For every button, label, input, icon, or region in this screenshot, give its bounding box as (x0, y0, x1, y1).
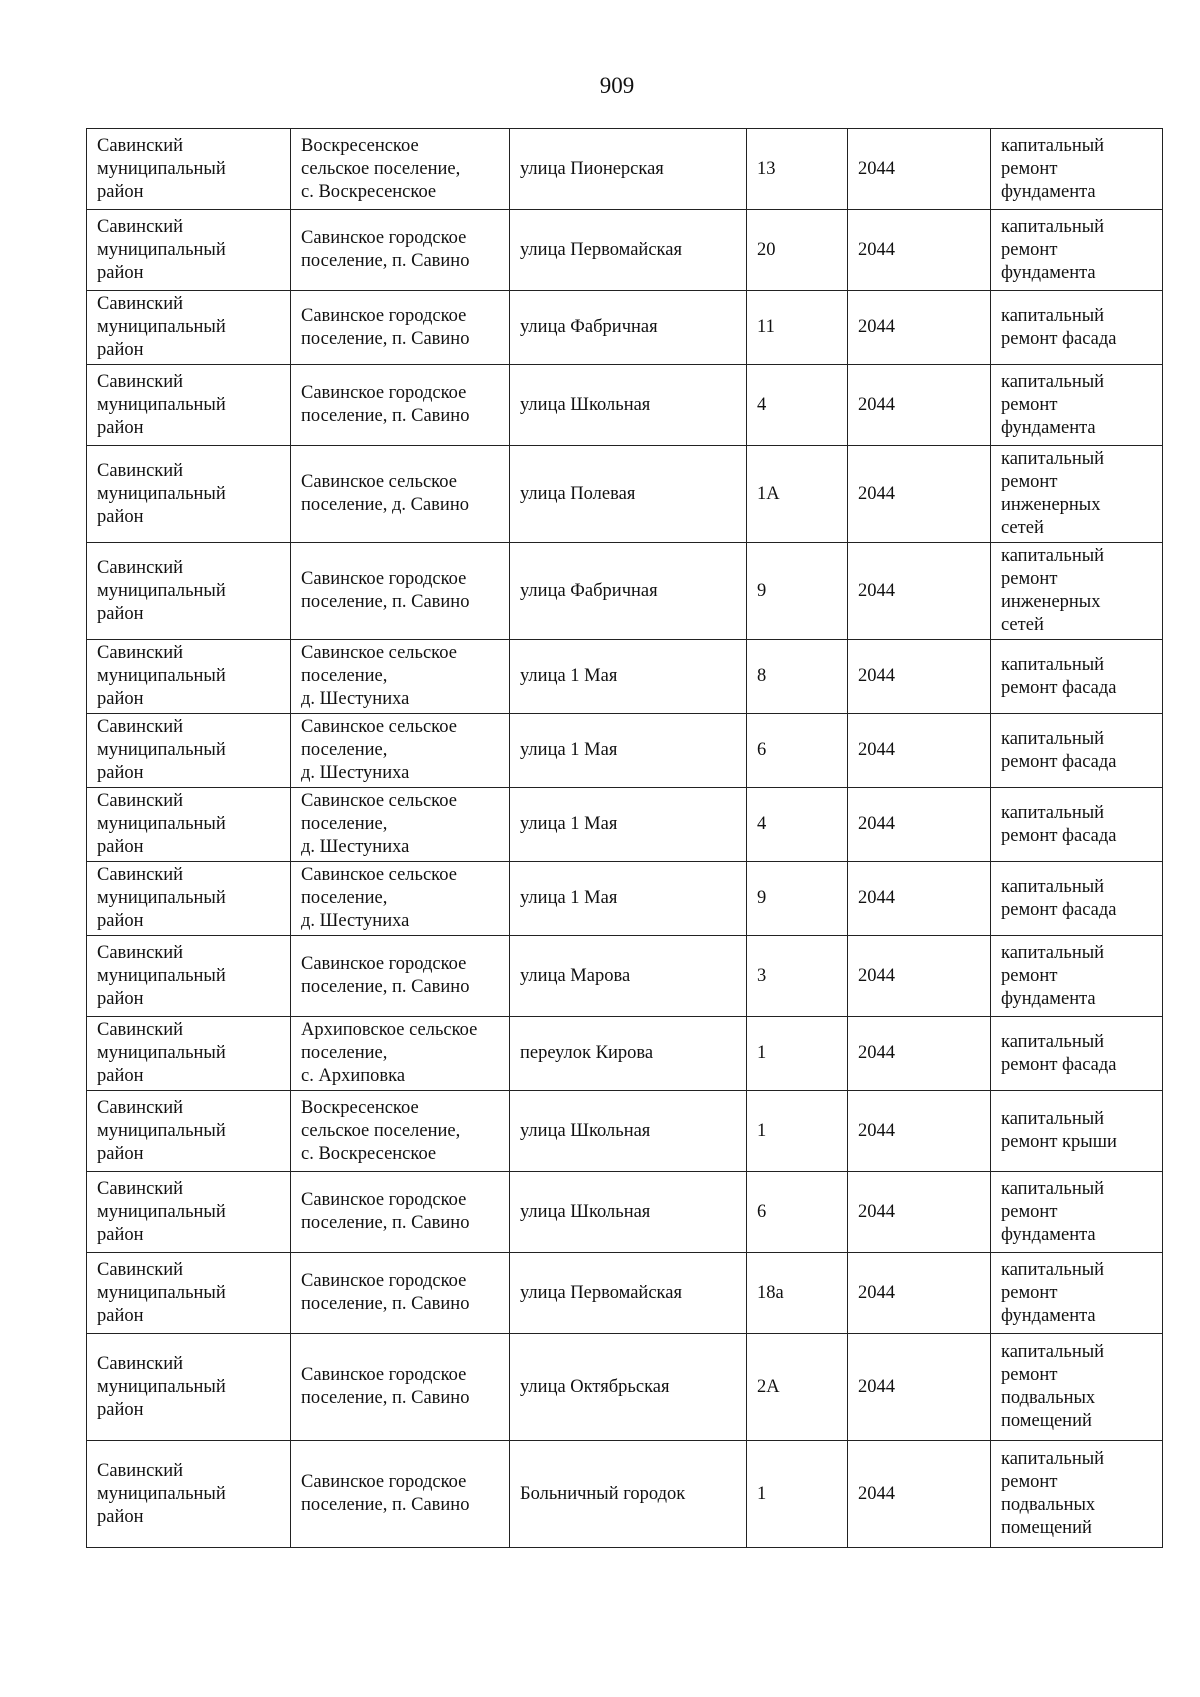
settlement-cell: Савинское городское поселение, п. Савино (291, 210, 510, 291)
table-row (87, 291, 1163, 365)
street-cell: Больничный городок (510, 1441, 747, 1548)
work-type-cell: капитальный ремонт крыши (991, 1091, 1163, 1172)
house-number-cell: 4 (747, 788, 848, 862)
street-cell: улица 1 Мая (510, 640, 747, 714)
house-number-cell: 9 (747, 862, 848, 936)
settlement-cell: Савинское городское поселение, п. Савино (291, 1253, 510, 1334)
repair-schedule-table (86, 128, 1163, 1548)
settlement-cell: Савинское сельское поселение, д. Шестуниха (291, 788, 510, 862)
settlement-cell: Воскресенское сельское поселение, с. Воскресенское (291, 129, 510, 210)
year-cell: 2044 (848, 543, 991, 640)
settlement-cell: Савинское городское поселение, п. Савино (291, 1441, 510, 1548)
table-row (87, 1253, 1163, 1334)
district-cell: Савинский муниципальный район (87, 365, 291, 446)
house-number-cell: 1А (747, 446, 848, 543)
year-cell: 2044 (848, 1172, 991, 1253)
district-cell: Савинский муниципальный район (87, 714, 291, 788)
district-cell: Савинский муниципальный район (87, 1334, 291, 1441)
year-cell: 2044 (848, 129, 991, 210)
table-row (87, 543, 1163, 640)
settlement-cell: Савинское городское поселение, п. Савино (291, 291, 510, 365)
work-type-cell: капитальный ремонт инженерных сетей (991, 446, 1163, 543)
table-row (87, 788, 1163, 862)
house-number-cell: 11 (747, 291, 848, 365)
year-cell: 2044 (848, 446, 991, 543)
year-cell: 2044 (848, 1253, 991, 1334)
year-cell: 2044 (848, 714, 991, 788)
street-cell: улица Фабричная (510, 291, 747, 365)
year-cell: 2044 (848, 291, 991, 365)
work-type-cell: капитальный ремонт фундамента (991, 129, 1163, 210)
settlement-cell: Савинское городское поселение, п. Савино (291, 365, 510, 446)
work-type-cell: капитальный ремонт фундамента (991, 365, 1163, 446)
street-cell: улица 1 Мая (510, 788, 747, 862)
house-number-cell: 6 (747, 1172, 848, 1253)
settlement-cell: Савинское городское поселение, п. Савино (291, 1334, 510, 1441)
table-row (87, 1334, 1163, 1441)
district-cell: Савинский муниципальный район (87, 210, 291, 291)
settlement-cell: Савинское сельское поселение, д. Савино (291, 446, 510, 543)
table-row (87, 446, 1163, 543)
table-row (87, 714, 1163, 788)
house-number-cell: 13 (747, 129, 848, 210)
table-row (87, 1017, 1163, 1091)
street-cell: улица 1 Мая (510, 714, 747, 788)
district-cell: Савинский муниципальный район (87, 129, 291, 210)
table-row (87, 210, 1163, 291)
work-type-cell: капитальный ремонт инженерных сетей (991, 543, 1163, 640)
district-cell: Савинский муниципальный район (87, 1172, 291, 1253)
year-cell: 2044 (848, 365, 991, 446)
district-cell: Савинский муниципальный район (87, 543, 291, 640)
district-cell: Савинский муниципальный район (87, 1253, 291, 1334)
settlement-cell: Воскресенское сельское поселение, с. Воскресенское (291, 1091, 510, 1172)
table-row (87, 1172, 1163, 1253)
settlement-cell: Архиповское сельское поселение, с. Архиповка (291, 1017, 510, 1091)
house-number-cell: 2А (747, 1334, 848, 1441)
house-number-cell: 9 (747, 543, 848, 640)
work-type-cell: капитальный ремонт подвальных помещений (991, 1334, 1163, 1441)
year-cell: 2044 (848, 936, 991, 1017)
work-type-cell: капитальный ремонт фундамента (991, 936, 1163, 1017)
street-cell: улица Школьная (510, 1091, 747, 1172)
street-cell: улица Марова (510, 936, 747, 1017)
page-number: 909 (599, 73, 635, 98)
settlement-cell: Савинское сельское поселение, д. Шестуниха (291, 640, 510, 714)
house-number-cell: 8 (747, 640, 848, 714)
table-row (87, 862, 1163, 936)
settlement-cell: Савинское городское поселение, п. Савино (291, 936, 510, 1017)
house-number-cell: 1 (747, 1017, 848, 1091)
street-cell: переулок Кирова (510, 1017, 747, 1091)
settlement-cell: Савинское городское поселение, п. Савино (291, 543, 510, 640)
table-body (87, 129, 1163, 1548)
house-number-cell: 3 (747, 936, 848, 1017)
work-type-cell: капитальный ремонт фундамента (991, 1253, 1163, 1334)
year-cell: 2044 (848, 1017, 991, 1091)
house-number-cell: 20 (747, 210, 848, 291)
street-cell: улица Школьная (510, 1172, 747, 1253)
table-row (87, 365, 1163, 446)
work-type-cell: капитальный ремонт фундамента (991, 1172, 1163, 1253)
district-cell: Савинский муниципальный район (87, 1091, 291, 1172)
district-cell: Савинский муниципальный район (87, 1017, 291, 1091)
work-type-cell: капитальный ремонт фасада (991, 640, 1163, 714)
district-cell: Савинский муниципальный район (87, 1441, 291, 1548)
table-row (87, 640, 1163, 714)
year-cell: 2044 (848, 640, 991, 714)
street-cell: улица Первомайская (510, 210, 747, 291)
house-number-cell: 4 (747, 365, 848, 446)
house-number-cell: 6 (747, 714, 848, 788)
district-cell: Савинский муниципальный район (87, 862, 291, 936)
work-type-cell: капитальный ремонт фундамента (991, 210, 1163, 291)
table-row (87, 1091, 1163, 1172)
house-number-cell: 1 (747, 1091, 848, 1172)
work-type-cell: капитальный ремонт фасада (991, 862, 1163, 936)
work-type-cell: капитальный ремонт подвальных помещений (991, 1441, 1163, 1548)
street-cell: улица Полевая (510, 446, 747, 543)
settlement-cell: Савинское городское поселение, п. Савино (291, 1172, 510, 1253)
district-cell: Савинский муниципальный район (87, 446, 291, 543)
work-type-cell: капитальный ремонт фасада (991, 291, 1163, 365)
year-cell: 2044 (848, 1441, 991, 1548)
work-type-cell: капитальный ремонт фасада (991, 1017, 1163, 1091)
street-cell: улица Фабричная (510, 543, 747, 640)
district-cell: Савинский муниципальный район (87, 936, 291, 1017)
district-cell: Савинский муниципальный район (87, 640, 291, 714)
table-row (87, 1441, 1163, 1548)
street-cell: улица Октябрьская (510, 1334, 747, 1441)
street-cell: улица 1 Мая (510, 862, 747, 936)
table-row (87, 936, 1163, 1017)
settlement-cell: Савинское сельское поселение, д. Шестуниха (291, 862, 510, 936)
house-number-cell: 1 (747, 1441, 848, 1548)
settlement-cell: Савинское сельское поселение, д. Шестуниха (291, 714, 510, 788)
year-cell: 2044 (848, 862, 991, 936)
year-cell: 2044 (848, 1334, 991, 1441)
district-cell: Савинский муниципальный район (87, 291, 291, 365)
house-number-cell: 18а (747, 1253, 848, 1334)
street-cell: улица Пионерская (510, 129, 747, 210)
work-type-cell: капитальный ремонт фасада (991, 714, 1163, 788)
year-cell: 2044 (848, 788, 991, 862)
work-type-cell: капитальный ремонт фасада (991, 788, 1163, 862)
year-cell: 2044 (848, 1091, 991, 1172)
year-cell: 2044 (848, 210, 991, 291)
district-cell: Савинский муниципальный район (87, 788, 291, 862)
table-row (87, 129, 1163, 210)
street-cell: улица Школьная (510, 365, 747, 446)
street-cell: улица Первомайская (510, 1253, 747, 1334)
